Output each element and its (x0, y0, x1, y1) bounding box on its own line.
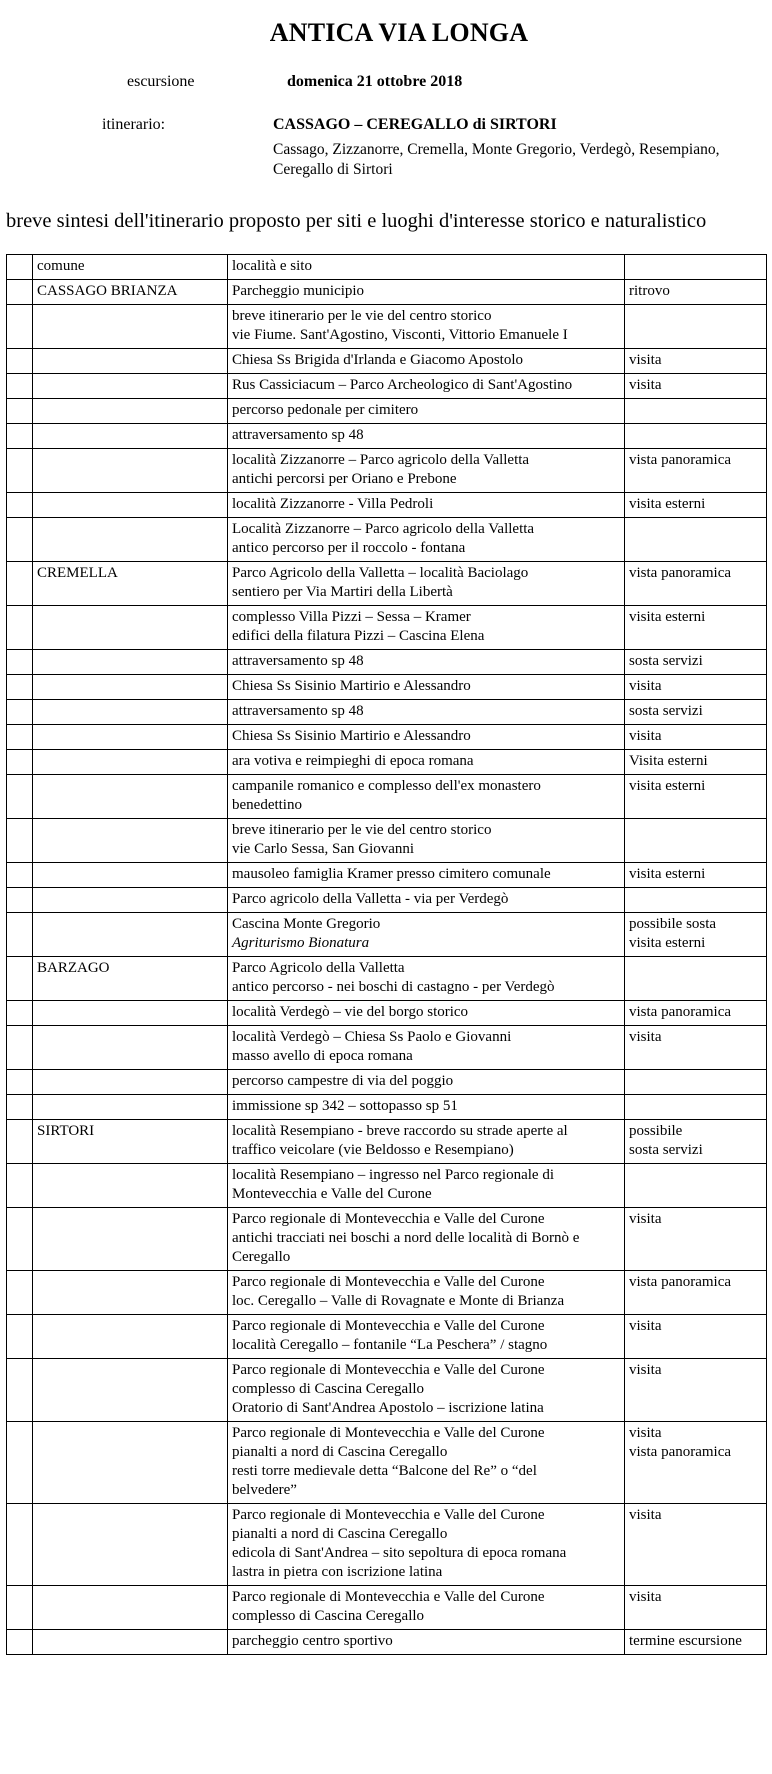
sito-cell (228, 775, 625, 819)
sito-text: località Verdegò – Chiesa Ss Paolo e Giovanni masso avello di epoca romana (232, 1029, 512, 1064)
note-cell (625, 819, 767, 863)
table-row (7, 518, 767, 562)
sito-cell (228, 399, 625, 424)
sito-cell (228, 1630, 625, 1655)
sito-text: Cascina Monte Gregorio (232, 916, 381, 932)
sito-cell (228, 1504, 625, 1586)
comune-cell (33, 1422, 228, 1504)
note-cell (625, 518, 767, 562)
row-index-cell (7, 1422, 33, 1504)
note-cell (625, 888, 767, 913)
sito-text: Parco Agricolo della Valletta – località Baciolago sentiero per Via Martiri della Libertà (232, 565, 529, 600)
comune-cell (33, 1095, 228, 1120)
note-cell: termine escursione (625, 1630, 767, 1655)
comune-cell (33, 1271, 228, 1315)
table-row (7, 280, 767, 305)
sito-text: percorso campestre di via del poggio (232, 1073, 454, 1089)
comune-cell: CASSAGO BRIANZA (33, 280, 228, 305)
comune-cell: CREMELLA (33, 562, 228, 606)
note-cell: visita (625, 725, 767, 750)
sito-cell (228, 1359, 625, 1422)
row-index-cell (7, 1120, 33, 1164)
comune-cell (33, 863, 228, 888)
sito-text: campanile romanico e complesso dell'ex monastero benedettino (232, 778, 541, 813)
comune-cell (33, 1586, 228, 1630)
note-cell: visita esterni (625, 775, 767, 819)
sito-text: Parco regionale di Montevecchia e Valle del Curone complesso di Cascina Ceregallo (232, 1589, 545, 1624)
row-index-cell (7, 349, 33, 374)
comune-cell (33, 725, 228, 750)
sito-text: Rus Cassiciacum – Parco Archeologico di Sant'Agostino (232, 377, 573, 393)
sito-text: località Resempiano – ingresso nel Parco regionale di Montevecchia e Valle del Curone (232, 1167, 554, 1202)
sito-text: Chiesa Ss Brigida d'Irlanda e Giacomo Apostolo (232, 352, 523, 368)
row-index-cell (7, 399, 33, 424)
sito-cell (228, 1586, 625, 1630)
comune-cell (33, 305, 228, 349)
sito-text: attraversamento sp 48 (232, 703, 364, 719)
comune-cell (33, 518, 228, 562)
row-index-cell (7, 1026, 33, 1070)
table-row (7, 562, 767, 606)
sito-text: Località Zizzanorre – Parco agricolo della Valletta antico percorso per il roccolo - fontana (232, 521, 535, 556)
row-index-cell (7, 1504, 33, 1586)
note-cell: vista panoramica (625, 449, 767, 493)
sito-text: attraversamento sp 48 (232, 427, 364, 443)
note-cell: visita esterni (625, 606, 767, 650)
table-row (7, 493, 767, 518)
table-body (7, 280, 767, 1655)
note-cell (625, 957, 767, 1001)
note-cell (625, 1095, 767, 1120)
comune-cell (33, 775, 228, 819)
sito-cell (228, 1164, 625, 1208)
sito-text: Parco regionale di Montevecchia e Valle del Curone complesso di Cascina Ceregallo Oratorio di Sant'Andrea Apostolo – iscrizione latina (232, 1362, 545, 1416)
note-cell: visita (625, 1026, 767, 1070)
row-index-cell (7, 819, 33, 863)
row-index-cell (7, 1586, 33, 1630)
row-index-cell (7, 1630, 33, 1655)
sito-text: mausoleo famiglia Kramer presso cimitero comunale (232, 866, 551, 882)
sito-cell (228, 1070, 625, 1095)
route-places: Cassago, Zizzanorre, Cremella, Monte Gregorio, Verdegò, Resempiano, Ceregallo di Sirtori (273, 141, 720, 178)
comune-cell (33, 675, 228, 700)
table-row (7, 888, 767, 913)
sito-cell (228, 1315, 625, 1359)
sito-cell (228, 700, 625, 725)
sito-text: Parcheggio municipio (232, 283, 365, 299)
sito-cell (228, 913, 625, 957)
table-row (7, 1422, 767, 1504)
row-index-cell (7, 280, 33, 305)
sito-text: parcheggio centro sportivo (232, 1633, 393, 1649)
sito-cell (228, 750, 625, 775)
page-title: ANTICA VIA LONGA (269, 18, 529, 47)
note-cell: visita esterni (625, 863, 767, 888)
comune-cell (33, 1001, 228, 1026)
sito-text: Parco regionale di Montevecchia e Valle del Curone pianalti a nord di Cascina Ceregallo resti torre medievale detta “Balcone del Re” o “del belvedere” (232, 1425, 545, 1498)
table-row (7, 606, 767, 650)
comune-cell (33, 1208, 228, 1271)
row-index-cell (7, 562, 33, 606)
row-index-cell (7, 1164, 33, 1208)
row-index-cell (7, 1359, 33, 1422)
table-row (7, 1208, 767, 1271)
note-cell: visita vista panoramica (625, 1422, 767, 1504)
comune-cell (33, 913, 228, 957)
sito-cell (228, 518, 625, 562)
table-row (7, 1359, 767, 1422)
row-index-cell (7, 1208, 33, 1271)
table-row (7, 374, 767, 399)
comune-cell (33, 1504, 228, 1586)
sito-cell (228, 305, 625, 349)
sito-cell (228, 280, 625, 305)
row-index-cell (7, 775, 33, 819)
table-row (7, 725, 767, 750)
sito-cell (228, 374, 625, 399)
table-row (7, 1095, 767, 1120)
row-index-cell (7, 675, 33, 700)
comune-cell (33, 1070, 228, 1095)
table-header-row (7, 255, 767, 280)
note-cell: visita (625, 1504, 767, 1586)
row-index-cell (7, 449, 33, 493)
sito-cell (228, 1422, 625, 1504)
comune-cell (33, 374, 228, 399)
row-index-cell (7, 1095, 33, 1120)
table-row (7, 1026, 767, 1070)
comune-cell: SIRTORI (33, 1120, 228, 1164)
route-title: CASSAGO – CEREGALLO di SIRTORI (273, 116, 557, 133)
sito-cell (228, 1026, 625, 1070)
row-index-cell (7, 518, 33, 562)
comune-cell (33, 700, 228, 725)
sito-cell (228, 1120, 625, 1164)
table-row (7, 775, 767, 819)
note-cell: visita (625, 675, 767, 700)
note-cell: visita (625, 349, 767, 374)
table-row (7, 424, 767, 449)
comune-cell (33, 750, 228, 775)
sito-cell (228, 650, 625, 675)
table-row (7, 1271, 767, 1315)
sito-cell (228, 349, 625, 374)
excursion-date: domenica 21 ottobre 2018 (287, 73, 463, 90)
note-cell: visita (625, 1586, 767, 1630)
note-cell (625, 424, 767, 449)
sito-cell (228, 424, 625, 449)
comune-cell (33, 888, 228, 913)
comune-cell: BARZAGO (33, 957, 228, 1001)
row-index-cell (7, 424, 33, 449)
note-cell: Visita esterni (625, 750, 767, 775)
note-cell: vista panoramica (625, 1271, 767, 1315)
sito-cell (228, 888, 625, 913)
table-row (7, 1630, 767, 1655)
sito-text: località Verdegò – vie del borgo storico (232, 1004, 469, 1020)
sito-cell (228, 562, 625, 606)
row-index-cell (7, 888, 33, 913)
sito-cell (228, 1271, 625, 1315)
row-index-cell (7, 650, 33, 675)
table-row (7, 863, 767, 888)
table-row (7, 1070, 767, 1095)
sito-text: complesso Villa Pizzi – Sessa – Kramer edifici della filatura Pizzi – Cascina Elena (232, 609, 485, 644)
itinerary-table (6, 254, 767, 1655)
note-cell: visita (625, 1315, 767, 1359)
sito-text: attraversamento sp 48 (232, 653, 364, 669)
note-cell: visita (625, 1359, 767, 1422)
comune-cell (33, 1359, 228, 1422)
table-row (7, 449, 767, 493)
table-row (7, 1504, 767, 1586)
sito-cell (228, 606, 625, 650)
row-index-cell (7, 1271, 33, 1315)
note-cell: visita (625, 1208, 767, 1271)
summary-heading: breve sintesi dell'itinerario proposto per siti e luoghi d'interesse storico e naturalistico (6, 210, 707, 232)
sito-text: Chiesa Ss Sisinio Martirio e Alessandro (232, 678, 471, 694)
sito-cell (228, 957, 625, 1001)
comune-cell (33, 1164, 228, 1208)
row-index-cell (7, 1315, 33, 1359)
sito-cell (228, 863, 625, 888)
comune-cell (33, 1630, 228, 1655)
note-cell: ritrovo (625, 280, 767, 305)
sito-text: Parco agricolo della Valletta - via per Verdegò (232, 891, 509, 907)
table-row (7, 700, 767, 725)
table-row (7, 349, 767, 374)
sito-cell (228, 1095, 625, 1120)
row-index-cell (7, 863, 33, 888)
sito-cell (228, 493, 625, 518)
sito-text: immissione sp 342 – sottopasso sp 51 (232, 1098, 458, 1114)
row-index-cell (7, 957, 33, 1001)
note-cell (625, 305, 767, 349)
sito-text: Parco regionale di Montevecchia e Valle del Curone loc. Ceregallo – Valle di Rovagnate e Monte di Brianza (232, 1274, 565, 1309)
note-cell: possibile sosta servizi (625, 1120, 767, 1164)
sito-text: località Resempiano - breve raccordo su strade aperte al traffico veicolare (vie Beldosso e Resempiano) (232, 1123, 568, 1158)
note-cell: sosta servizi (625, 650, 767, 675)
sito-cell (228, 675, 625, 700)
note-cell (625, 1070, 767, 1095)
excursion-label: escursione (127, 73, 195, 90)
sito-text: Parco Agricolo della Valletta antico percorso - nei boschi di castagno - per Verdegò (232, 960, 555, 995)
comune-cell (33, 1315, 228, 1359)
note-cell: visita (625, 374, 767, 399)
comune-cell (33, 650, 228, 675)
row-index-cell (7, 725, 33, 750)
comune-cell (33, 424, 228, 449)
note-cell (625, 1164, 767, 1208)
sito-cell (228, 725, 625, 750)
note-cell (625, 399, 767, 424)
sito-text: breve itinerario per le vie del centro storico vie Fiume. Sant'Agostino, Visconti, Vittorio Emanuele I (232, 308, 568, 343)
header-cell-sito: località e sito (228, 255, 625, 280)
row-index-cell (7, 1001, 33, 1026)
row-index-cell (7, 493, 33, 518)
sito-cell (228, 1208, 625, 1271)
header-cell-note (625, 255, 767, 280)
header-cell-index (7, 255, 33, 280)
table-row (7, 750, 767, 775)
table-row (7, 1164, 767, 1208)
sito-text: ara votiva e reimpieghi di epoca romana (232, 753, 474, 769)
sito-cell (228, 1001, 625, 1026)
table-row (7, 650, 767, 675)
comune-cell (33, 606, 228, 650)
note-cell: sosta servizi (625, 700, 767, 725)
row-index-cell (7, 305, 33, 349)
comune-cell (33, 399, 228, 424)
table-row (7, 305, 767, 349)
table-row (7, 675, 767, 700)
table-row (7, 1586, 767, 1630)
sito-text: Parco regionale di Montevecchia e Valle del Curone antichi tracciati nei boschi a nord delle località di Bornò e Ceregallo (232, 1211, 580, 1265)
sito-italic-text: Agriturismo Bionatura (232, 935, 370, 951)
note-cell: vista panoramica (625, 562, 767, 606)
comune-cell (33, 1026, 228, 1070)
comune-cell (33, 819, 228, 863)
itinerary-label: itinerario: (102, 116, 166, 133)
sito-cell (228, 819, 625, 863)
sito-text: località Zizzanorre - Villa Pedroli (232, 496, 434, 512)
table-row (7, 1120, 767, 1164)
table-row (7, 819, 767, 863)
table-row (7, 913, 767, 957)
note-cell: visita esterni (625, 493, 767, 518)
sito-cell (228, 449, 625, 493)
note-cell: vista panoramica (625, 1001, 767, 1026)
comune-cell (33, 493, 228, 518)
table-row (7, 957, 767, 1001)
row-index-cell (7, 750, 33, 775)
row-index-cell (7, 606, 33, 650)
sito-text: Parco regionale di Montevecchia e Valle del Curone località Ceregallo – fontanile “La Peschera” / stagno (232, 1318, 548, 1353)
sito-text: breve itinerario per le vie del centro storico vie Carlo Sessa, San Giovanni (232, 822, 492, 857)
sito-text: località Zizzanorre – Parco agricolo della Valletta antichi percorsi per Oriano e Prebone (232, 452, 530, 487)
sito-text: Parco regionale di Montevecchia e Valle del Curone pianalti a nord di Cascina Ceregallo edicola di Sant'Andrea – sito sepoltura di epoca romana lastra in pietra con iscrizione latina (232, 1507, 567, 1580)
table-row (7, 1315, 767, 1359)
row-index-cell (7, 1070, 33, 1095)
row-index-cell (7, 374, 33, 399)
sito-text: percorso pedonale per cimitero (232, 402, 419, 418)
comune-cell (33, 449, 228, 493)
row-index-cell (7, 913, 33, 957)
row-index-cell (7, 700, 33, 725)
header-cell-comune: comune (33, 255, 228, 280)
table-row (7, 1001, 767, 1026)
comune-cell (33, 349, 228, 374)
table-row (7, 399, 767, 424)
note-cell: possibile sosta visita esterni (625, 913, 767, 957)
sito-text: Chiesa Ss Sisinio Martirio e Alessandro (232, 728, 471, 744)
